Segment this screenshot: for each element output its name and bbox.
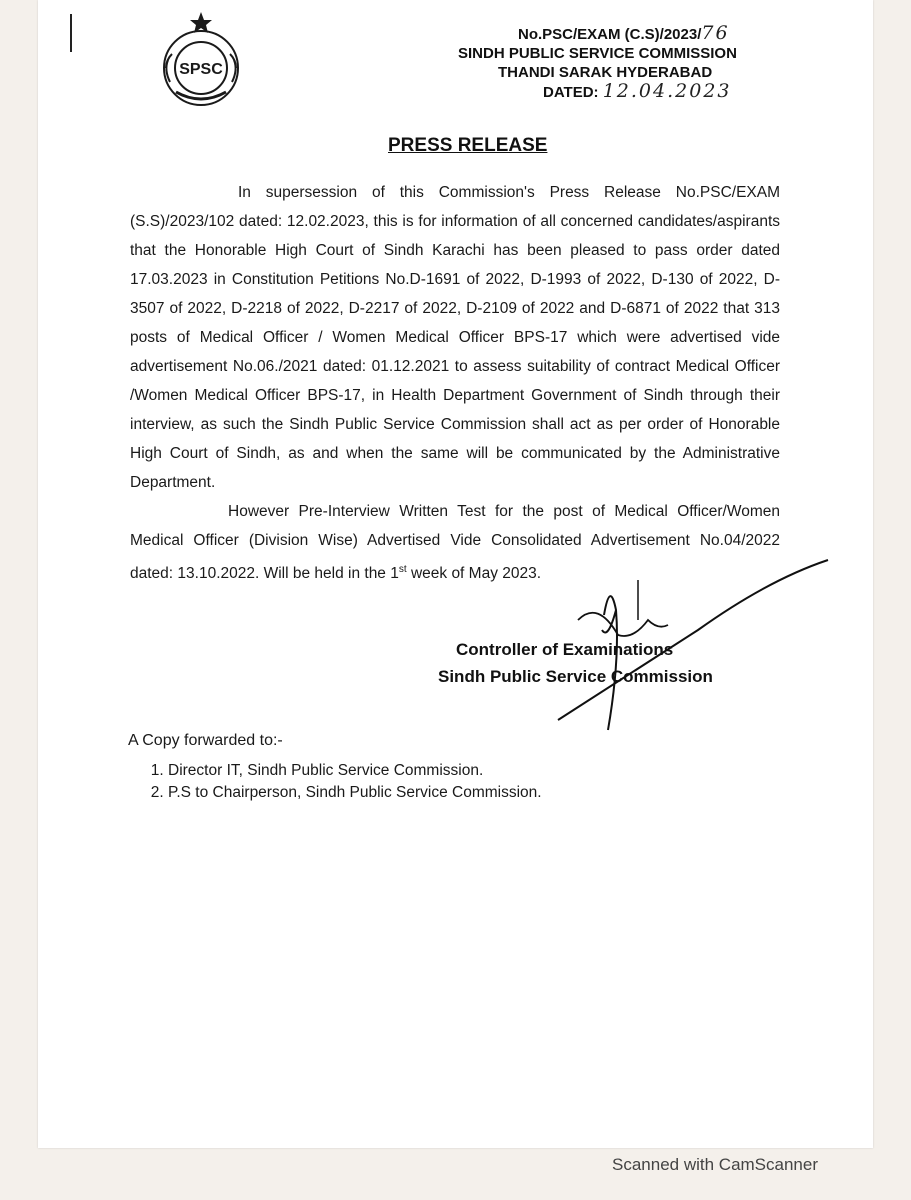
reference-handwritten: 76 xyxy=(701,22,730,44)
spsc-logo xyxy=(146,10,256,110)
signature-block xyxy=(438,636,798,690)
list-item: 2. P.S to Chairperson, Sindh Public Service Commission. xyxy=(168,782,542,804)
paragraph-written-test: However Pre-Interview Written Test for the post of Medical Officer/Women Medical Officer (Division Wise) Advertised Vide Consolidated Advertisement No.04/2022 dated: 13.10.2022. Will be held in the 1st week of May 2023. xyxy=(130,503,780,583)
copy-forwarded xyxy=(128,728,542,804)
organization-name: SINDH PUBLIC SERVICE COMMISSION xyxy=(458,45,737,62)
organization-address: THANDI SARAK HYDERABAD xyxy=(498,64,713,81)
paragraph-supersession: In supersession of this Commission's Press Release No.PSC/EXAM (S.S)/2023/102 dated: 12.02.2023, this is for information of all concerned candidates/aspirants that the Honorable High Court of Sindh Karachi has been pleased to pass order dated 17.03.2023 in Constitution Petitions No.D-1691 of 2022, D-1993 of 2022, D-130 of 2022, D-3507 of 2022, D-2218 of 2022, D-2217 of 2022, D-2109 of 2022 and D-6871 of 2022 that 313 posts of Medical Officer / Women Medical Officer BPS-17 which were advertised vide advertisement No.06./2021 dated: 01.12.2021 to assess suitability of contract Medical Officer /Women Medical Officer BPS-17, in Health Department Government of Sindh through their interview, as such the Sindh Public Service Commission shall act as per order of Honorable High Court of Sindh, as and when the same will be communicated by the Administrative Department. xyxy=(130,184,780,491)
list-item: 1. Director IT, Sindh Public Service Commission. xyxy=(168,760,542,782)
dated-label: DATED: xyxy=(543,84,599,101)
recipient-list xyxy=(128,760,542,804)
margin-rule xyxy=(70,14,72,52)
document-page xyxy=(38,0,873,1148)
logo-text: SPSC xyxy=(179,61,223,78)
signatory-organization: Sindh Public Service Commission xyxy=(438,667,713,686)
dated-value: 12.04.2023 xyxy=(602,80,732,102)
reference-number: No.PSC/EXAM (C.S)/2023/76 xyxy=(518,22,730,44)
signatory-title: Controller of Examinations xyxy=(456,640,674,659)
copy-forwarded-label: A Copy forwarded to:- xyxy=(128,732,283,749)
dated-line xyxy=(543,82,732,102)
document-title: PRESS RELEASE xyxy=(388,135,548,156)
scanner-watermark: Scanned with CamScanner xyxy=(612,1155,819,1174)
